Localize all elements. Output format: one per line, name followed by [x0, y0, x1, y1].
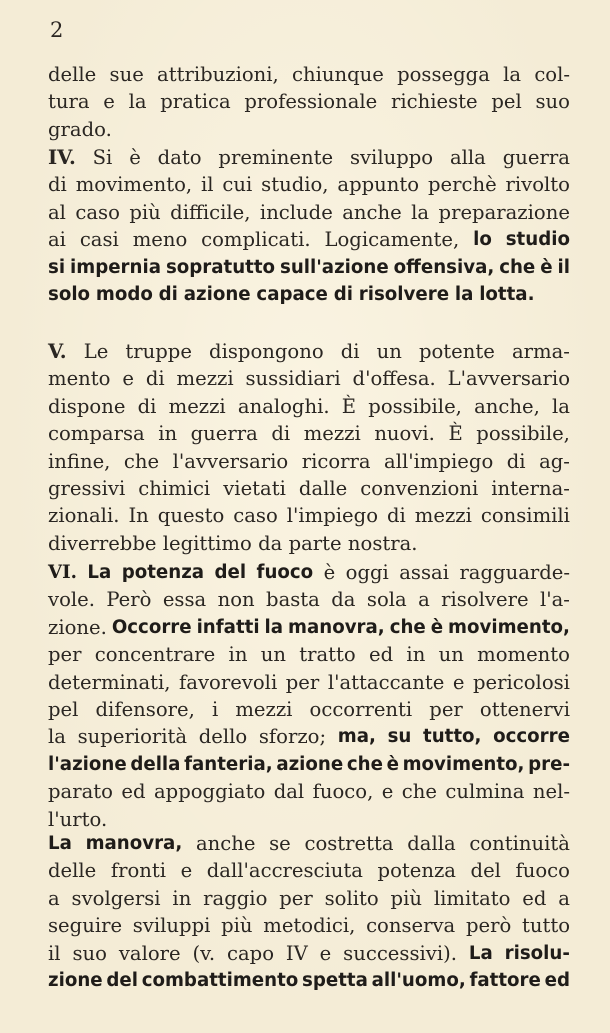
word: infatti	[196, 616, 260, 638]
text-line	[48, 941, 570, 967]
word: risolvere	[441, 588, 529, 612]
text-line	[48, 697, 570, 723]
word: diverrebbe	[48, 531, 157, 555]
word: anche,	[474, 394, 540, 418]
word: studio	[505, 229, 570, 251]
word: arma-	[511, 340, 570, 363]
word: azione	[183, 283, 251, 305]
word: l'azione	[48, 753, 127, 775]
word: e	[180, 859, 193, 883]
word: la	[503, 63, 522, 86]
word: nuovi.	[374, 422, 435, 446]
word: è	[540, 256, 553, 278]
word: al	[48, 200, 66, 224]
word: un	[438, 643, 464, 667]
word: che	[346, 753, 383, 775]
word: Si	[92, 146, 113, 169]
word: del	[106, 969, 138, 991]
word: sviluppo	[349, 146, 434, 169]
word: difensore,	[95, 697, 195, 721]
word: col-	[534, 63, 570, 86]
word: IV.	[48, 146, 76, 169]
word: interna-	[491, 476, 570, 500]
word: appoggiato	[153, 780, 266, 804]
word: pel	[48, 697, 79, 721]
word: IV	[285, 941, 308, 965]
word: favorevoli	[179, 670, 278, 694]
word: delle	[48, 63, 97, 86]
word: questo	[157, 504, 225, 528]
word: mezzi	[168, 394, 226, 418]
word: chiunque	[292, 63, 384, 86]
word: mento	[48, 367, 111, 391]
word: non	[217, 588, 255, 612]
word: Occorre	[111, 616, 192, 638]
word: sviluppi	[132, 914, 211, 938]
word: zionali.	[48, 504, 120, 528]
word: preminente	[218, 146, 334, 169]
paragraph-v	[48, 339, 570, 558]
text-line	[48, 587, 570, 613]
text-line	[48, 531, 570, 557]
word: VI.	[48, 562, 77, 583]
text-line	[48, 421, 570, 447]
word: seguire	[48, 914, 123, 938]
word: suo	[535, 90, 570, 114]
word: del	[214, 562, 247, 583]
word: complicati.	[201, 228, 311, 252]
word: alla	[449, 146, 486, 169]
word: ricorra	[301, 449, 371, 473]
word: zione	[48, 969, 103, 991]
text-line	[48, 615, 570, 641]
word: e	[122, 367, 134, 391]
word: tura	[48, 90, 90, 114]
word: ed	[121, 780, 146, 804]
word: fanteria,	[184, 753, 273, 775]
text-line	[48, 145, 570, 171]
word: è	[430, 616, 444, 638]
word: risolu-	[504, 942, 570, 964]
word: analoghi.	[237, 394, 330, 418]
text-line	[48, 282, 570, 308]
word: cui	[222, 173, 253, 197]
word: a	[48, 886, 60, 910]
word: studio,	[261, 173, 329, 197]
word: da	[258, 531, 283, 555]
word: e	[103, 90, 115, 114]
word: ottenervi	[479, 697, 570, 721]
word: assai	[399, 561, 449, 584]
word: se	[269, 832, 291, 855]
word: occorrenti	[309, 697, 413, 721]
word: più	[129, 200, 161, 224]
word: di	[506, 449, 526, 473]
word: limitato	[433, 886, 511, 910]
text-line	[48, 670, 570, 696]
word: mezzi	[235, 697, 293, 721]
word: l'a-	[539, 588, 570, 612]
word: difficile,	[170, 200, 251, 224]
text-line	[48, 255, 570, 281]
word: caso	[233, 504, 278, 528]
word: del	[470, 859, 501, 883]
word: metodici,	[263, 914, 356, 938]
word: in	[228, 643, 248, 667]
word: possibile,	[368, 394, 462, 418]
word: sola	[366, 588, 407, 612]
word: ed	[544, 969, 570, 991]
word: gressivi	[48, 476, 126, 500]
word: momento	[477, 643, 570, 667]
word: parato	[48, 780, 113, 804]
word: di	[145, 367, 165, 391]
word: raggio	[203, 886, 268, 910]
text-line	[48, 476, 570, 502]
text-line	[48, 449, 570, 475]
word: di	[340, 340, 360, 363]
word: la	[552, 394, 570, 418]
word: di	[386, 504, 406, 528]
word: pericolosi	[473, 670, 570, 694]
word: mezzi	[303, 422, 361, 446]
word: tutto,	[423, 726, 482, 748]
text-line	[48, 503, 570, 529]
page-number: 2	[50, 18, 64, 42]
word: fuoco,	[312, 780, 374, 804]
text-line	[48, 200, 570, 226]
word: delle	[48, 859, 97, 883]
word: Però	[106, 588, 152, 612]
word: il	[48, 941, 61, 965]
word: che	[389, 616, 426, 638]
word: potenza	[377, 859, 456, 883]
text-line	[48, 858, 570, 884]
word: preparazione	[438, 200, 570, 224]
word: azione	[276, 753, 344, 775]
word: però	[465, 914, 512, 938]
word: essa	[162, 588, 207, 612]
text-line	[48, 886, 570, 912]
word: È	[448, 422, 463, 446]
word: rivolto	[505, 173, 570, 197]
word: impernia	[70, 256, 161, 278]
word: di	[271, 422, 291, 446]
word: infine,	[48, 449, 111, 473]
word: potenza	[121, 562, 205, 583]
word: Logicamente,	[324, 228, 460, 252]
word: consimili	[480, 504, 570, 528]
word: perchè	[427, 173, 497, 197]
word: sue	[109, 63, 144, 86]
word: costretta	[304, 832, 394, 855]
word: richieste	[390, 90, 478, 114]
word: pre-	[528, 753, 570, 775]
word: anche	[195, 832, 256, 855]
word: successivi).	[343, 941, 457, 965]
word: sussidiari	[245, 367, 341, 391]
word: che	[499, 256, 536, 278]
word: truppe	[125, 340, 192, 363]
word: offensiva,	[393, 256, 495, 278]
word: a	[418, 588, 430, 612]
word: che	[123, 449, 160, 473]
text-line	[48, 752, 570, 778]
word: movimento,	[448, 616, 570, 638]
word: la	[128, 90, 147, 114]
word: occorre	[493, 726, 570, 748]
word: la	[264, 616, 284, 638]
word: per	[48, 643, 82, 667]
word: mezzi	[414, 504, 472, 528]
word: un	[260, 643, 286, 667]
word: ed	[522, 886, 547, 910]
word: dispone	[48, 394, 126, 418]
word: concentrare	[94, 643, 216, 667]
word: suo	[72, 941, 107, 965]
word: legittimo	[162, 531, 252, 555]
word: solito	[324, 886, 379, 910]
word: dato	[157, 146, 202, 169]
word: La	[468, 942, 493, 964]
word: ai	[48, 228, 66, 252]
word: convenzioni	[360, 476, 479, 500]
word: risolvere	[358, 283, 450, 305]
word: capo	[227, 941, 274, 965]
word: movimento,	[75, 173, 193, 197]
word: V.	[48, 340, 67, 363]
text-line	[48, 831, 570, 857]
word: fuoco	[515, 859, 570, 883]
text-line	[48, 642, 570, 668]
word: dalle	[298, 476, 348, 500]
word: pratica	[160, 90, 231, 114]
paragraph-continuation	[48, 62, 570, 144]
word: dal	[273, 780, 305, 804]
word: ma,	[337, 726, 376, 748]
text-line	[48, 913, 570, 939]
word: possibile,	[476, 422, 570, 446]
word: basta	[266, 588, 320, 612]
word: modo	[95, 283, 153, 305]
word: manovra,	[85, 833, 183, 854]
word: comparsa	[48, 422, 145, 446]
word: il	[557, 256, 570, 278]
word: lo	[473, 229, 492, 251]
word: include	[259, 200, 333, 224]
word: su	[387, 726, 412, 748]
word: si	[48, 256, 66, 278]
word: la	[48, 725, 66, 749]
text-line	[48, 394, 570, 420]
word: Le	[83, 340, 109, 363]
word: l'avversario	[172, 449, 289, 473]
word: manovra,	[288, 616, 385, 638]
word: attribuzioni,	[157, 63, 279, 86]
word: di	[158, 283, 178, 305]
word: il	[200, 173, 214, 197]
word: la	[411, 200, 430, 224]
word: fronti	[110, 859, 167, 883]
word: mezzi	[176, 367, 234, 391]
word: che	[401, 780, 437, 804]
word: dispongono	[209, 340, 324, 363]
word: tratto	[299, 643, 356, 667]
word: oggi	[345, 561, 389, 584]
word: sopratutto	[165, 256, 276, 278]
word: e	[319, 941, 332, 965]
word: nostra.	[347, 531, 418, 555]
word: i	[211, 697, 219, 721]
word: di	[137, 394, 157, 418]
word: professionale	[244, 90, 378, 114]
word: lotta.	[479, 283, 535, 305]
word: combattimento	[141, 969, 299, 991]
word: zione.	[48, 615, 107, 639]
text-line	[48, 968, 570, 994]
word: valore	[118, 941, 181, 965]
word: per	[279, 886, 313, 910]
word: più	[221, 914, 253, 938]
word: tutto	[521, 914, 570, 938]
word: La	[87, 562, 112, 583]
word: appunto	[337, 173, 420, 197]
word: in	[158, 422, 178, 446]
word: La	[48, 833, 72, 854]
word: d'offesa.	[352, 367, 436, 391]
text-line	[48, 117, 570, 143]
text-line	[48, 227, 570, 253]
text-line	[48, 779, 570, 805]
word: un	[376, 340, 402, 363]
word: l'attaccante	[327, 670, 445, 694]
paragraph-iv	[48, 145, 570, 309]
word: la	[454, 283, 474, 305]
word: L'avversario	[447, 367, 570, 391]
text-line	[48, 89, 570, 115]
word: per	[285, 670, 320, 694]
word: È	[341, 394, 357, 418]
word: per	[429, 697, 463, 721]
word: di	[333, 283, 353, 305]
word: capace	[256, 283, 328, 305]
word: spetta	[302, 969, 368, 991]
word: sull'azione	[280, 256, 389, 278]
word: anche	[342, 200, 402, 224]
word: è	[386, 753, 399, 775]
word: grado.	[48, 117, 112, 141]
word: all'impiego	[384, 449, 494, 473]
word: solo	[48, 283, 91, 305]
word: meno	[132, 228, 188, 252]
word: culmina	[445, 780, 525, 804]
word: sforzo;	[258, 725, 327, 749]
word: da	[331, 588, 356, 612]
paragraph-manovra	[48, 831, 570, 995]
word: fattore	[469, 969, 541, 991]
word: pel	[491, 90, 522, 114]
word: l'urto.	[48, 807, 108, 831]
word: ag-	[539, 449, 570, 473]
word: è	[129, 146, 141, 169]
word: casi	[79, 228, 119, 252]
word: dalla	[407, 832, 456, 855]
word: superiorità	[77, 725, 188, 749]
text-line	[48, 560, 570, 586]
word: nel-	[532, 780, 570, 804]
text-line	[48, 724, 570, 750]
word: In	[128, 504, 149, 528]
word: della	[130, 753, 181, 775]
word: (v.	[192, 941, 216, 965]
word: vole.	[48, 588, 95, 612]
text-line	[48, 339, 570, 365]
text-line	[48, 62, 570, 88]
word: guerra	[190, 422, 258, 446]
word: continuità	[469, 832, 570, 855]
word: dello	[198, 725, 248, 749]
word: determinati,	[48, 670, 171, 694]
word: caso	[75, 200, 120, 224]
word: in	[406, 643, 426, 667]
word: e	[381, 780, 394, 804]
word: l'impiego	[286, 504, 378, 528]
word: movimento,	[402, 753, 525, 775]
word: potente	[418, 340, 495, 363]
word: possegga	[397, 63, 490, 86]
text-line	[48, 807, 570, 833]
word: e	[452, 670, 465, 694]
word: all'uomo,	[371, 969, 466, 991]
word: in	[172, 886, 192, 910]
word: chimici	[138, 476, 211, 500]
word: fuoco	[256, 562, 314, 583]
word: di	[48, 173, 67, 197]
word: svolgersi	[71, 886, 161, 910]
word: più	[390, 886, 422, 910]
word: guerra	[502, 146, 570, 169]
paragraph-vi	[48, 560, 570, 834]
word: ed	[369, 643, 394, 667]
word: ragguarde-	[459, 561, 570, 584]
word: parte	[288, 531, 342, 555]
text-line	[48, 366, 570, 392]
word: dall'accresciuta	[206, 859, 363, 883]
word: a	[558, 886, 570, 910]
word: conserva	[366, 914, 456, 938]
text-line	[48, 172, 570, 198]
word: è	[323, 561, 336, 584]
word: vietati	[223, 476, 286, 500]
